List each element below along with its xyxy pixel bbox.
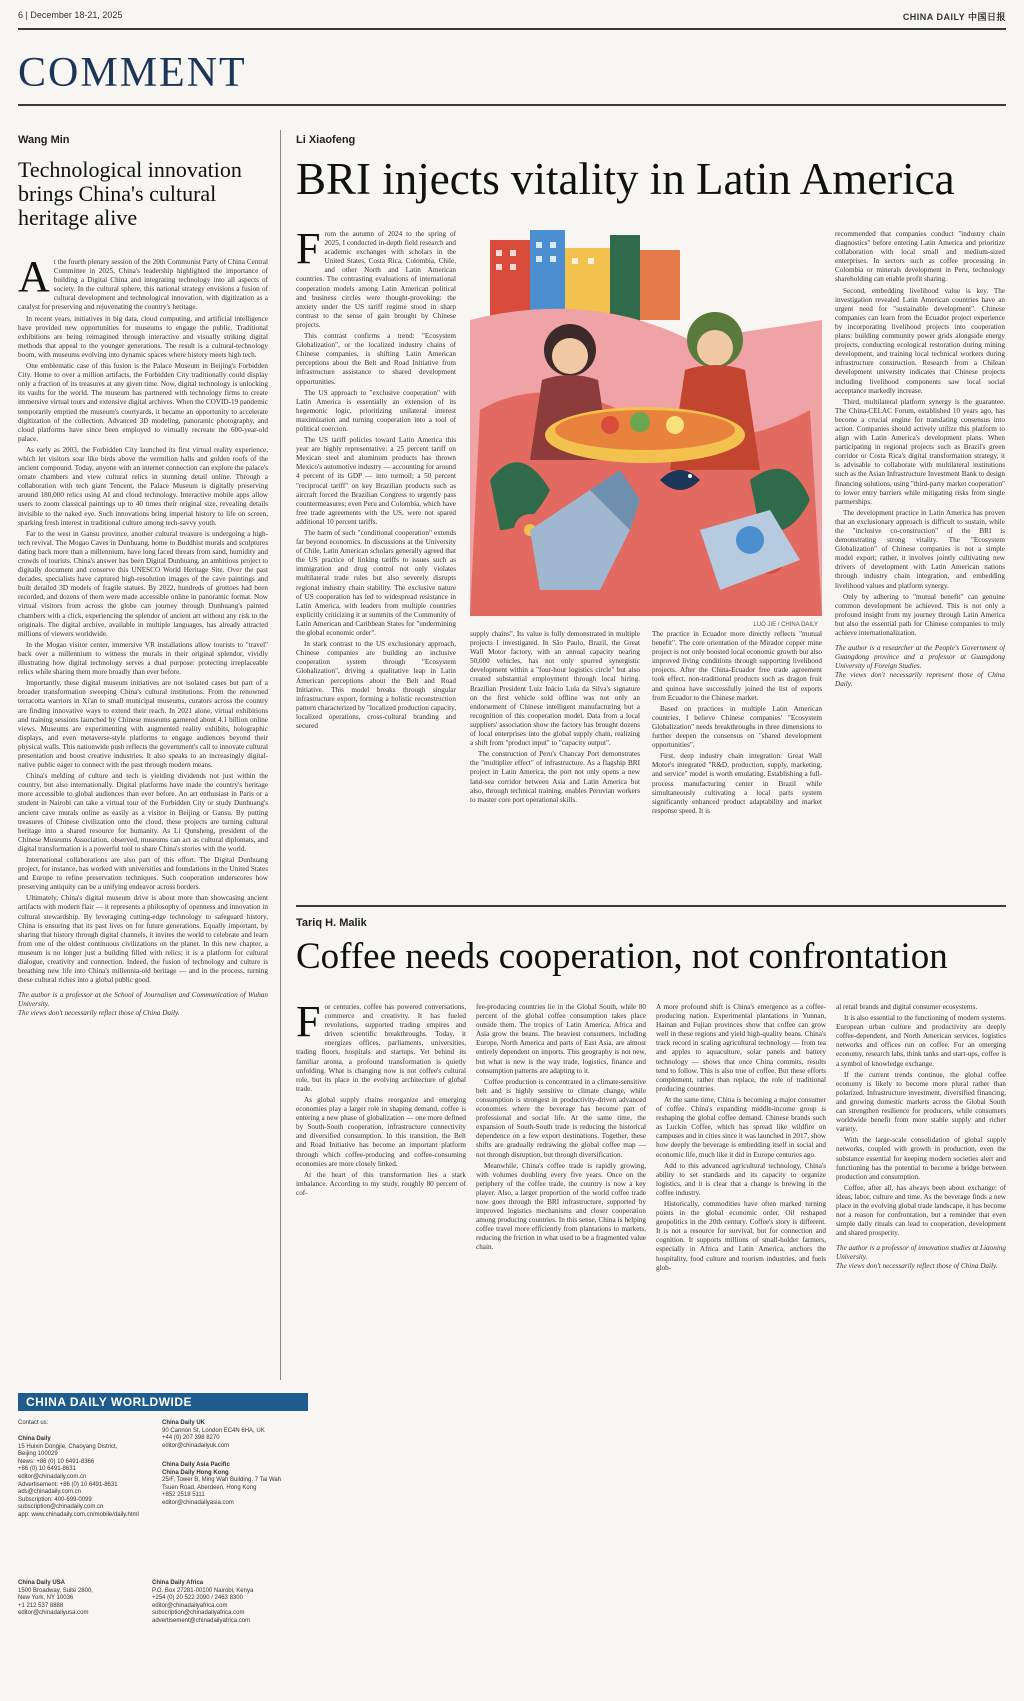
left-article-disclaimer: The views don't necessarily reflect those of China Daily. [18, 1009, 180, 1018]
column-divider [280, 130, 281, 1380]
office-line: 90 Cannon St, London EC4N 6HA, UK [162, 1427, 265, 1434]
paragraph: As early as 2003, the Forbidden City launched its first virtual reality experience, which let visitors soar like birds above the vermilion halls and golden roofs of the ancient compound. Today, anyone with an internet connection can explore the palace's ornate chambers and view cultural relics in stunning detail online. Through a collaboration with tech giant Tencent, the Palace Museum is digitally preserving around 180,000 relics using AI and cloud technology. Interactive mobile apps allow users to zoom classical paintings up to 40 times their original size, revealing details invisible to the naked eye. Such innovations bring imperial history to life on screen, sparking fresh interest in traditional culture among tech-savvy youth. [18, 445, 268, 527]
bri-article-bio: The author is a researcher at the People's Government of Guangdong province and a professor at Guangdong University of Foreign Studies. [835, 644, 1005, 671]
paragraph: As global supply chains reorganize and emerging economies play a larger role in shaping demand, coffee is entering a new phase of globalization — one more defined by South-South cooperation, infrastructure connectivity and diversified consumption. In this transition, the Belt and Road Initiative has become an important platform through which coffee-producing and coffee-consuming economies are more closely linked. [296, 1095, 466, 1168]
page-date: 6 | December 18-21, 2025 [18, 10, 123, 20]
paragraph: fee-producing countries lie in the Global South, while 80 percent of the global coffee consumption takes place outside them. The tropics of Latin America, Africa and Asia grow the beans. The heaviest consumers, including Europe, North America and parts of East Asia, are almost entirely dependent on imports. This geography is not new, but what is new is the way trade, logistics, finance and consumption patterns are adapting to it. [476, 1003, 646, 1075]
office-line[interactable]: editor@chinadaily.com.cn [18, 1473, 87, 1480]
paragraph: Coffee production is concentrated in a climate-sensitive belt and is highly sensitive to climate change, while consumption is strongest in productivity-driven advanced economies where the beverage has become part of professional and social life. At the same time, the expansion of South-South trade is reducing the historical dependence on a few export destinations. Together, these shifts are gradually redrawing the global coffee map — not through disruption, but through diversification. [476, 1077, 646, 1159]
section-rule [18, 104, 1006, 106]
office-line[interactable]: subscription@chinadaily.com.cn [18, 1504, 104, 1511]
office-line[interactable]: editor@chinadailyuk.com [162, 1442, 230, 1449]
paragraph: This contrast confirms a trend: "Ecosystem Globalization", or the localized industry chains of Chinese companies, is shifting Latin American perceptions about the Belt and Road Initiative from infrastructure assistance to shared development opportunities. [296, 332, 456, 386]
paragraph: Coffee, after all, has always been about exchange: of ideas, labor, culture and time. As the beverage finds a new place in the evolving global trade landscape, it has become not a reason for confrontation, but a reminder that even simple daily rituals can lead to cooperation, development and shared prosperity. [836, 1183, 1006, 1238]
paragraph: The US approach to "exclusive cooperation" with Latin America is essentially an extension of its hegemonic logic, prioritizing unilateral interest maximization and turning cooperation into a tool of political coercion. [296, 388, 456, 433]
office-line[interactable]: editor@chinadailyusa.com [18, 1610, 89, 1617]
office-line: New York, NY 10036 [18, 1595, 74, 1602]
office-line: +44 (0) 207 398 8270 [162, 1435, 220, 1442]
left-article-author: Wang Min [18, 134, 70, 146]
paragraph: Third, multilateral platform synergy is the guarantee. The China-CELAC Forum, established 10 years ago, has become a crucial engine for translating consensus into action. Companies should actively utilize this platform to align with Latin America's development plans. When participating in regional projects such as Brazil's green corridor or Costa Rica's digital transformation strategy, it is advisable to collaborate with multilateral institutions such as the Asian Infrastructure Investment Bank to design financing solutions, using "third-party market cooperation" to lower entry barriers while mitigating risks from single partnerships. [835, 397, 1005, 506]
office-line: +852 2518 5111 [162, 1492, 205, 1499]
coffee-article-column-2 [476, 1003, 646, 1683]
bri-article-author: Li Xiaofeng [296, 134, 356, 146]
paragraph: Based on practices in multiple Latin American countries, I believe Chinese companies' "Ecosystem Globalization" needs breakthroughs in three dimensions to further deepen the consensus on "shared development opportunities". [652, 704, 822, 750]
paragraph: supply chains". Its value is fully demonstrated in multiple projects I investigated. In São Paulo, Brazil, the Great Wall Motor factory, with an annual capacity nearing 50,000 vehicles, has not only spurred synergistic development within a "four-hour logistics circle" but also created substantial employment through local hiring. Brazilian President Luiz Inácio Lula da Silva's signature on the first vehicle sold offline was not only an endorsement of Chinese intelligent manufacturing but a recognition of this cooperation model. Data from a local suppliers' association show the factory has brought dozens of local enterprises into the global supply chain, realizing a shift from "product input" to "capacity output". [470, 630, 640, 748]
paragraph: International collaborations are also part of this effort. The Digital Dunhuang project, for instance, has worked with universities and foundations in the United States and Europe to refine preservation techniques. Such cooperation underscores how preserving antiquity can be a unifying endeavor across borders. [18, 856, 268, 892]
office-line: +254 (0) 20 522 2090 / 2463 8300 [152, 1595, 243, 1602]
coffee-article-dropcap: F [296, 1003, 321, 1046]
left-article-dropcap: A [18, 258, 50, 301]
paragraph: With the large-scale consolidation of global supply networks, coupled with growth in production, even the substance essential for keeping modern societies alert and functioning has the potential to become a bridge between production and consumption. [836, 1136, 1006, 1181]
bri-article-column-2 [470, 630, 640, 892]
coffee-article-column-4 [836, 1003, 1006, 1683]
office-line: News: +86 (0) 10 6491-8366 [18, 1458, 95, 1465]
paragraph: Meanwhile, China's coffee trade is rapidly growing, with volumes doubling every five years. Once on the periphery of the coffee trade, the country is now a key player. Also, a larger proportion of the world coffee trade now goes through the BRI infrastructure, supported by improved logistics mechanisms and closer cooperation among producing countries. In this sense, China is helping coffee travel more efficiently from plantations to markets, reducing the friction in what used to be a fragmented value chain. [476, 1161, 646, 1252]
office-china-daily [18, 1436, 158, 1520]
office-line[interactable]: app: www.chinadaily.com.cn/mobile/daily.html [18, 1511, 139, 1518]
paragraph: It is also essential to the functioning of modern systems. European urban culture and productivity are deeply coffee-dependent, and North American services, logistics networks and offices run on coffee. For an emerging economy, research labs, think tanks and start-ups, coffee is a symbol of knowledge exchange. [836, 1014, 1006, 1068]
office-line: Subscription: 400-699-0099 [18, 1496, 92, 1503]
paragraph: Far to the west in Gansu province, another cultural treasure is undergoing a high-tech revival. The Mogao Caves in Dunhuang, home to Buddhist murals and sculptures dating back more than a millennium, have long faced threats from sand, humidity and crowds of tourists. China's answer has been Digital Dunhuang, an ambitious project to digitally document and conserve this UNESCO World Heritage Site. Over the past decades, specialists have captured high-resolution images of the cave paintings and built detailed 3D models of fragile statues. By 2022, hundreds of grottoes had been recorded, and dozens of them were made accessible online in panoramic format. Now virtual visitors from across the globe can journey through Dunhuang's painted chambers with a click, experiencing the splendor of ancient art without any risk to the originals. The digital archive, available in multiple languages, has already attracted millions of viewers worldwide. [18, 529, 268, 638]
office-line: +1 212 537 8888 [18, 1602, 64, 1609]
office-line[interactable]: subscription@chinadailyafrica.com [152, 1610, 245, 1617]
office-line: +86 (0) 10 6491-8631 [18, 1466, 76, 1473]
office-line: 15 Huixin Dongjie, Chaoyang District, [18, 1443, 118, 1450]
bri-article-headline: BRI injects vitality in Latin America [296, 154, 955, 204]
office-line[interactable]: ads@chinadaily.com.cn [18, 1489, 82, 1496]
paragraph: The development practice in Latin America has proven that an exclusionary approach is difficult to sustain, while the "inclusive co-construction" of the BRI is demonstrating strong vitality. The "Ecosystem Globalization" of Chinese companies is not a simple model export; rather, it involves jointly cultivating new drivers of development with Latin American nations through industry chain integration, and embedding livelihood values and platform synergy. [835, 508, 1005, 590]
coffee-article-disclaimer: The views don't necessarily reflect those of China Daily. [836, 1262, 998, 1271]
office-name: China Daily UK [162, 1420, 206, 1426]
coffee-article-bio: The author is a professor of innovation studies at Liaoning University. [836, 1244, 1006, 1262]
office-line: 25/F, Tower B, Ming Wah Building, 7 Tai Wah [162, 1477, 282, 1484]
paragraph: China's melding of culture and tech is yielding dividends not just within the country, but also internationally. Digital platforms have made the country's heritage more accessible to global audiences than ever before. An art enthusiast in Paris or a student in Nairobi can take a virtual tour of the Forbidden City or study Dunhuang's ancient cave murals online as easily as a visitor in Beijing or Gansu. By putting treasures of Chinese civilization onto the cloud, these projects are turning cultural heritage into a shared resource for humanity. As Li Qunsheng, president of the Chinese Museums Association, observed, museums can act as cultural diplomats, and digital transformation is a powerful tool to share China's stories with the world. [18, 772, 268, 853]
office-china-daily-africa [152, 1580, 286, 1626]
office-line: 1500 Broadway, Suite 2800, [18, 1587, 93, 1594]
coffee-article-author: Tariq H. Malik [296, 917, 367, 929]
office-line: Beijing 100029 [18, 1451, 58, 1458]
paragraph: Add to this advanced agricultural technology, China's ability to set standards and its capacity to organize logistics, and it is clear that a change is brewing in the coffee industry. [656, 1161, 826, 1197]
office-name: China Daily Africa [152, 1580, 204, 1586]
left-article-body [18, 258, 268, 1382]
paragraph: al retail brands and digital consumer ecosystems. [836, 1003, 978, 1011]
paragraph: The US tariff policies toward Latin America this year are highly representative: a 25 percent tariff on Mexican steel and aluminum products has thrown Mexico's automotive industry — accounting for around 4 percent of its GDP — into turmoil; a 50 percent "reciprocal tariff" on key Brazilian products such as aircraft forced the Brazilian Congress to urgently pass countermeasures; even Peru and Colombia, which have free trade agreements with the US, were not spared additional 10 percent tariffs. [296, 436, 456, 526]
bri-article-disclaimer: The views don't necessarily represent those of China Daily. [835, 671, 1005, 689]
office-china-daily-uk [162, 1420, 292, 1450]
left-article-bio: The author is a professor at the School of Journalism and Communication of Wuhan University. [18, 991, 268, 1009]
bri-article-column-1 [296, 230, 456, 785]
office-line[interactable]: advertisement@chinadailyafrica.com [152, 1617, 251, 1624]
illustration-artwork [470, 230, 822, 616]
paragraph: At the same time, China is becoming a major consumer of coffee. China's expanding middle-income group is reshaping the global coffee demand. Chinese brands such as Luckin Coffee, which has spread like wildfire on campuses and in cities since it was launched in 2017, show how deeply the beverage is embedding itself in social and economic life, much like it did in Europe centuries ago. [656, 1095, 826, 1159]
paragraph: In recent years, initiatives in big data, cloud computing, and artificial intelligence have provided new opportunities for museums to engage the public. Traditional exhibitions are being reimagined through interactive and visually striking digital methods that appeal to the younger generations. The result is a cultural-technology boom, with museums evolving into dynamic spaces where history meets high tech. [18, 314, 268, 359]
bri-illustration [470, 230, 822, 628]
office-line: Tsuen Road, Aberdeen, Hong Kong [162, 1484, 257, 1491]
paragraph: If the current trends continue, the global coffee economy is likely to become more plural rather than polarized. Infrastructure investment, diversified financing, and growing domestic markets across the Global South can strengthen resilience for producers, while consumers worldwide benefit from more stable supply and richer variety. [836, 1070, 1006, 1134]
office-china-daily-usa-block [18, 1580, 152, 1618]
paragraph: One emblematic case of this fusion is the Palace Museum in Beijing's Forbidden City. Home to over a million artifacts, the Forbidden City traditionally could display only a fraction of its treasures at any given time. Now, digital technology is unlocking its vaults for the world. The museum has partnered with technology firms to create immersive virtual tours and extensive digital archives. When the COVID-19 pandemic temporarily emptied the museum's courtyards, it became an opportunity to accelerate digitization of the collection. Advanced 3D modeling, panoramic photography, and cloud platforms have since been employed to virtually recreate the 600-year-old palace. [18, 362, 268, 443]
coffee-article-column-1 [296, 1003, 466, 1397]
paragraph: Importantly, these digital museum initiatives are not isolated cases but part of a broader transformation sweeping China's cultural institutions. From the renowned terracotta warriors in Xi'an to small municipal museums, curators across the country are finding innovative ways to extend their reach. In 2021 alone, virtual exhibitions and training sessions launched by Chinese museums garnered about 4.1 billion online views. Museums are experimenting with augmented reality exhibits, holographic displays, and even metaverse-style platforms to engage audiences beyond their physical walls. This nationwide push reflects the government's call to innovate cultural presentation and boost creative industries. It also speaks to an increasingly digital-native public eager to connect with the past through modern means. [18, 679, 268, 770]
paragraph: At the heart of this transformation lies a stark imbalance. According to my study, roughly 80 percent of cof- [296, 1170, 466, 1197]
paragraph: The construction of Peru's Chancay Port demonstrates the "multiplier effect" of infrastructure. As a flagship BRI project in Latin America, the port not only opens a new land-sea corridor between Asia and Latin America but also, through technical training, enables Peruvian workers to master core port operational skills. [470, 750, 640, 804]
worldwide-bar: CHINA DAILY WORLDWIDE [18, 1393, 308, 1411]
article-separator [296, 905, 1006, 907]
office-name: China Daily USA [18, 1580, 66, 1586]
illustration-caption: LUO JIE / CHINA DAILY [753, 622, 818, 628]
header-rule [18, 28, 1006, 30]
paragraph: Historically, commodities have often marked turning points in the global economic order. Oil reshaped geopolitics in the 20th century. Coffee's story is different. It is not a resource for survival, but for connection and cognition. It supports millions of small-holder farmers, especially in Africa and Latin America, anchors the hospitality, food culture and tourism industries, and fuels glob- [656, 1199, 826, 1272]
paragraph: The harm of such "conditional cooperation" extends far beyond economics. In discussions at the University of Chile, Latin American scholars generally agreed that the US practice of linking tariffs to issues such as immigration and drug control not only violates multilateral trade rules but also severely disrupts regional industry chain stability. The exclusive nature of US cooperation has led to widespread resistance in Latin America, with leaders from multiple countries explicitly criticizing it at summits of the Community of Latin American and Caribbean States for "undermining the global economic order". [296, 529, 456, 638]
coffee-article-headline: Coffee needs cooperation, not confrontation [296, 936, 948, 977]
office-line[interactable]: editor@chinadailyafrica.com [152, 1602, 228, 1609]
office-line: Advertisement: +86 (0) 10 6491-8631 [18, 1481, 118, 1488]
bri-article-column-4 [835, 230, 1005, 895]
office-line: P.O. Box 27281-00100 Nairobi, Kenya [152, 1587, 254, 1594]
bri-article-dropcap: F [296, 230, 321, 273]
paragraph: t the fourth plenary session of the 20th Communist Party of China Central Committee in 2025, China's leadership highlighted the importance of building a Digital China and integrating technology into all aspects of society. In the cultural sphere, this national strategy envisions a fusion of cultural development and technological innovation, with digitization as a catalyst for preserving and rejuvenating the country's heritage. [18, 258, 268, 312]
offices-usa-africa [18, 1580, 288, 1626]
section-title: COMMENT [18, 50, 247, 96]
paragraph: or centuries, coffee has powered conversations, commerce and creativity. It has fueled revolutions, supported trading empires and driven scientific breakthroughs. Today, it energizes offices, parliaments, universities, trading floors, hospitals and startups. Yet behind its familiar aroma, a profound transformation is quietly unfolding. What is changing now is not coffee's cultural role, but its place in the evolving architecture of global trade. [296, 1003, 466, 1093]
paragraph: Only by adhering to "mutual benefit" can genuine common development be achieved. This is not only a profound insight from my journey through Latin America but also the essential path for Chinese companies to truly achieve internationalization. [835, 592, 1005, 638]
paragraph: Second, embedding livelihood value is key. The investigation revealed Latin American countries have an urgent need for "sustainable development". Chinese companies can learn from the Ecuador project experience by incorporating livelihood projects into cooperation plans: building community power grids alongside energy projects, conducting ecological restoration during mining development, and training local technical workers during infrastructure construction. Research from a Chilean development university indicates that Chinese projects including livelihood components saw local social acceptance markedly increase. [835, 286, 1005, 395]
paper-name: CHINA DAILY 中国日报 [902, 12, 1006, 22]
paragraph: recommended that companies conduct "industry chain diagnostics" before entering Latin America and prioritize collaboration with local small and medium-sized enterprises. In sectors such as coffee processing in Colombia or minerals development in Peru, technology shareholding can enable profit sharing. [835, 230, 1005, 284]
paragraph: A more profound shift is China's emergence as a coffee-producing nation. Experimental plantations in Yunnan, Hainan and Fujian provinces show that coffee can grow well in these regions and yield high-quality beans. China's track record in scaling agricultural technology — from tea and apples to aquaculture, solar panels and battery technology — shows that once China commits, results tend to follow. This is also true of coffee. But these efforts complement, rather than replace, the role of traditional producing countries. [656, 1003, 826, 1093]
paragraph: In stark contrast to the US exclusionary approach, Chinese companies are building an inclusive cooperation system through "Ecosystem Globalization", driving a qualitative leap in Latin American perceptions about the Belt and Road Initiative. This model breaks through singular infrastructure export, forming a holistic reconstruction pattern characterized by "localized production capacity, localized operations, cross-cultural branding and secured [296, 640, 456, 730]
office-line: China Daily Hong Kong [162, 1469, 229, 1476]
office-name: China Daily [18, 1436, 51, 1442]
left-article-headline: Technological innovation brings China's cultural heritage alive [18, 157, 242, 230]
paragraph: Ultimately, China's digital museum drive is about more than showcasing ancient artifacts with modern flair — it represents a philosophy of openness and innovation in cultural stewardship. By leveraging cutting-edge technology to safeguard history, China is ensuring that its past lives on for future generations. Equally important, by sharing that history through digital channels, it invites the world to celebrate and learn from one of the oldest continuous civilizations on the planet. In this new chapter, a museum is no longer just a building filled with relics; it is a platform for cultural dialogue, creativity and connection. Indeed, the fusion of technology and culture is breathing new life into China's millennia-old heritage — and in the process, turning these cultural riches into a global public good. [18, 894, 268, 985]
paragraph: The practice in Ecuador more directly reflects "mutual benefit". The core orientation of the Mirador copper mine project is not only boosted local economic growth but also improved living conditions through supporting livelihood projects. After the China-Ecuador free trade agreement took effect, non-traditional products such as dragon fruit and quinoa have successfully joined the list of exports from Ecuador to the Chinese market. [652, 630, 822, 702]
contact-label: Contact us: [18, 1420, 49, 1426]
paragraph: rom the autumn of 2024 to the spring of 2025, I conducted in-depth field research and academic exchanges with scholars in the United States, Costa Rica, Colombia, Chile, and other North and Latin American countries. The contrasting evaluations of international cooperation models among Latin American political and business circles were thought-provoking: the anxiety under the US tariff regime stood in sharp contrast to the sense of gain brought by Chinese projects. [296, 230, 456, 329]
coffee-article-column-3 [656, 1003, 826, 1683]
office-line[interactable]: editor@chinadailyasia.com [162, 1499, 234, 1506]
bri-article-column-3 [652, 630, 822, 892]
paragraph: In the Mogao visitor center, immersive VR installations allow tourists to "travel" back over a millennium to witness the murals in their original splendor, vividly illustrating how digital technology serves a dual purpose: protecting irreplaceable relics while sharing them more broadly than ever before. [18, 640, 268, 677]
page-header [18, 6, 1006, 26]
paragraph: First, deep industry chain integration: Great Wall Motor's integrated "R&D, production, supply, marketing, and service" model is worth emulating. Establishing a full-process manufacturing center in Brazil while simultaneously cultivating a local parts system significantly enhanced product adaptability and market response speed. It is [652, 752, 822, 815]
office-china-daily-asia-pacific [162, 1462, 292, 1508]
office-name: China Daily Asia Pacific [162, 1462, 230, 1468]
